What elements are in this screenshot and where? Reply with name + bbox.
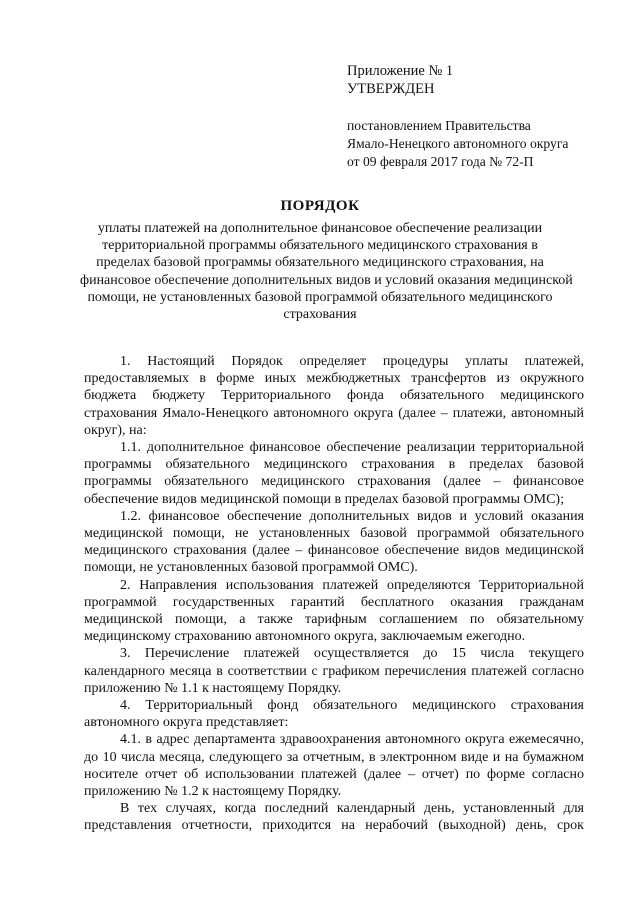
paragraph-4-1-note bbox=[84, 800, 584, 834]
text-line: программы обязательного медицинского страхования в пределах базовой bbox=[84, 457, 584, 473]
subtitle-line: территориальной программы обязательного медицинского страхования в bbox=[102, 238, 538, 254]
text-line: медицинскому страхованию автономного округа, заключаемым ежегодно. bbox=[84, 629, 526, 645]
paragraph-1-2 bbox=[84, 508, 584, 577]
text-line: до 10 числа месяца, следующего за отчетным, в электронном виде и на бумажном bbox=[84, 749, 584, 765]
paragraph-2 bbox=[84, 577, 584, 646]
paragraph-1-1 bbox=[84, 439, 584, 508]
text-line: 2. Направления использования платежей определяются Территориальной bbox=[120, 577, 584, 593]
approval-date: от 09 февраля 2017 года № 72-П bbox=[347, 154, 534, 169]
text-line: округ), на: bbox=[84, 422, 147, 438]
appendix-block bbox=[347, 62, 453, 98]
text-line: 1.1. дополнительное финансовое обеспечение реализации территориальной bbox=[120, 440, 584, 456]
text-line: программы обязательного медицинского страхования (далее – финансовое bbox=[84, 474, 584, 490]
appendix-number: Приложение № 1 bbox=[347, 63, 454, 79]
document-subtitle bbox=[80, 220, 573, 323]
text-line: предоставляемых в форме иных межбюджетных трансфертов из окружного bbox=[84, 371, 584, 387]
text-line: бюджета бюджету Территориального фонда обязательного медицинского bbox=[84, 388, 584, 404]
text-line: обеспечение видов медицинской помощи в пределах базовой программы ОМС); bbox=[84, 491, 564, 507]
document-title: ПОРЯДОК bbox=[280, 198, 360, 214]
text-line: 1.2. финансовое обеспечение дополнительных видов и условий оказания bbox=[120, 508, 584, 524]
paragraph-3 bbox=[84, 645, 584, 697]
text-line: 4. Территориальный фонд обязательного медицинского страхования bbox=[120, 698, 584, 714]
text-line: медицинского страхования (далее – финансовое обеспечение видов медицинской bbox=[84, 543, 584, 559]
paragraph-1 bbox=[84, 353, 584, 439]
text-line: программой государственных гарантий бесплатного оказания гражданам bbox=[84, 594, 584, 610]
text-line: носителе отчет об использовании платежей (далее – отчет) по форме согласно bbox=[84, 766, 584, 782]
text-line: представления отчетности, приходится на нерабочий (выходной) день, срок bbox=[84, 818, 584, 834]
document-body bbox=[84, 353, 584, 835]
approval-block bbox=[347, 117, 568, 171]
approval-line: постановлением Правительства bbox=[347, 118, 531, 133]
text-line: 3. Перечисление платежей осуществляется до 15 числа текущего bbox=[120, 646, 584, 662]
text-line: медицинской помощи, а также тарифным соглашением по обязательному bbox=[84, 612, 584, 628]
approval-line: Ямало-Ненецкого автономного округа bbox=[347, 136, 569, 151]
text-line: автономного округа представляет: bbox=[84, 715, 289, 731]
text-line: страхования Ямало-Ненецкого автономного округа (далее – платежи, автономный bbox=[84, 405, 584, 421]
subtitle-line: уплаты платежей на дополнительное финансовое обеспечение реализации bbox=[97, 221, 543, 236]
paragraph-4-1 bbox=[84, 731, 584, 800]
text-line: помощи, не установленных базовой программой ОМС). bbox=[84, 560, 418, 576]
paragraph-4 bbox=[84, 697, 584, 731]
subtitle-line: страхования bbox=[283, 307, 357, 323]
text-line: календарного месяца в соответствии с графиком перечисления платежей согласно bbox=[84, 663, 584, 679]
subtitle-line: финансовое обеспечение дополнительных видов и условий оказания медицинской bbox=[80, 272, 573, 288]
subtitle-line: помощи, не установленных базовой программой обязательного медицинского bbox=[87, 289, 553, 305]
text-line: В тех случаях, когда последний календарный день, установленный для bbox=[120, 801, 584, 817]
text-line: приложению № 1.1 к настоящему Порядку. bbox=[84, 680, 342, 696]
text-line: медицинской помощи, не установленных базовой программой обязательного bbox=[84, 526, 584, 542]
text-line: 1. Настоящий Порядок определяет процедуры уплаты платежей, bbox=[120, 354, 584, 369]
text-line: 4.1. в адрес департамента здравоохранения автономного округа ежемесячно, bbox=[120, 732, 584, 748]
approved-label: УТВЕРЖДЕН bbox=[347, 81, 435, 97]
subtitle-line: пределах базовой программы обязательного медицинского страхования, на bbox=[96, 255, 544, 271]
text-line: приложению № 1.2 к настоящему Порядку. bbox=[84, 784, 342, 800]
